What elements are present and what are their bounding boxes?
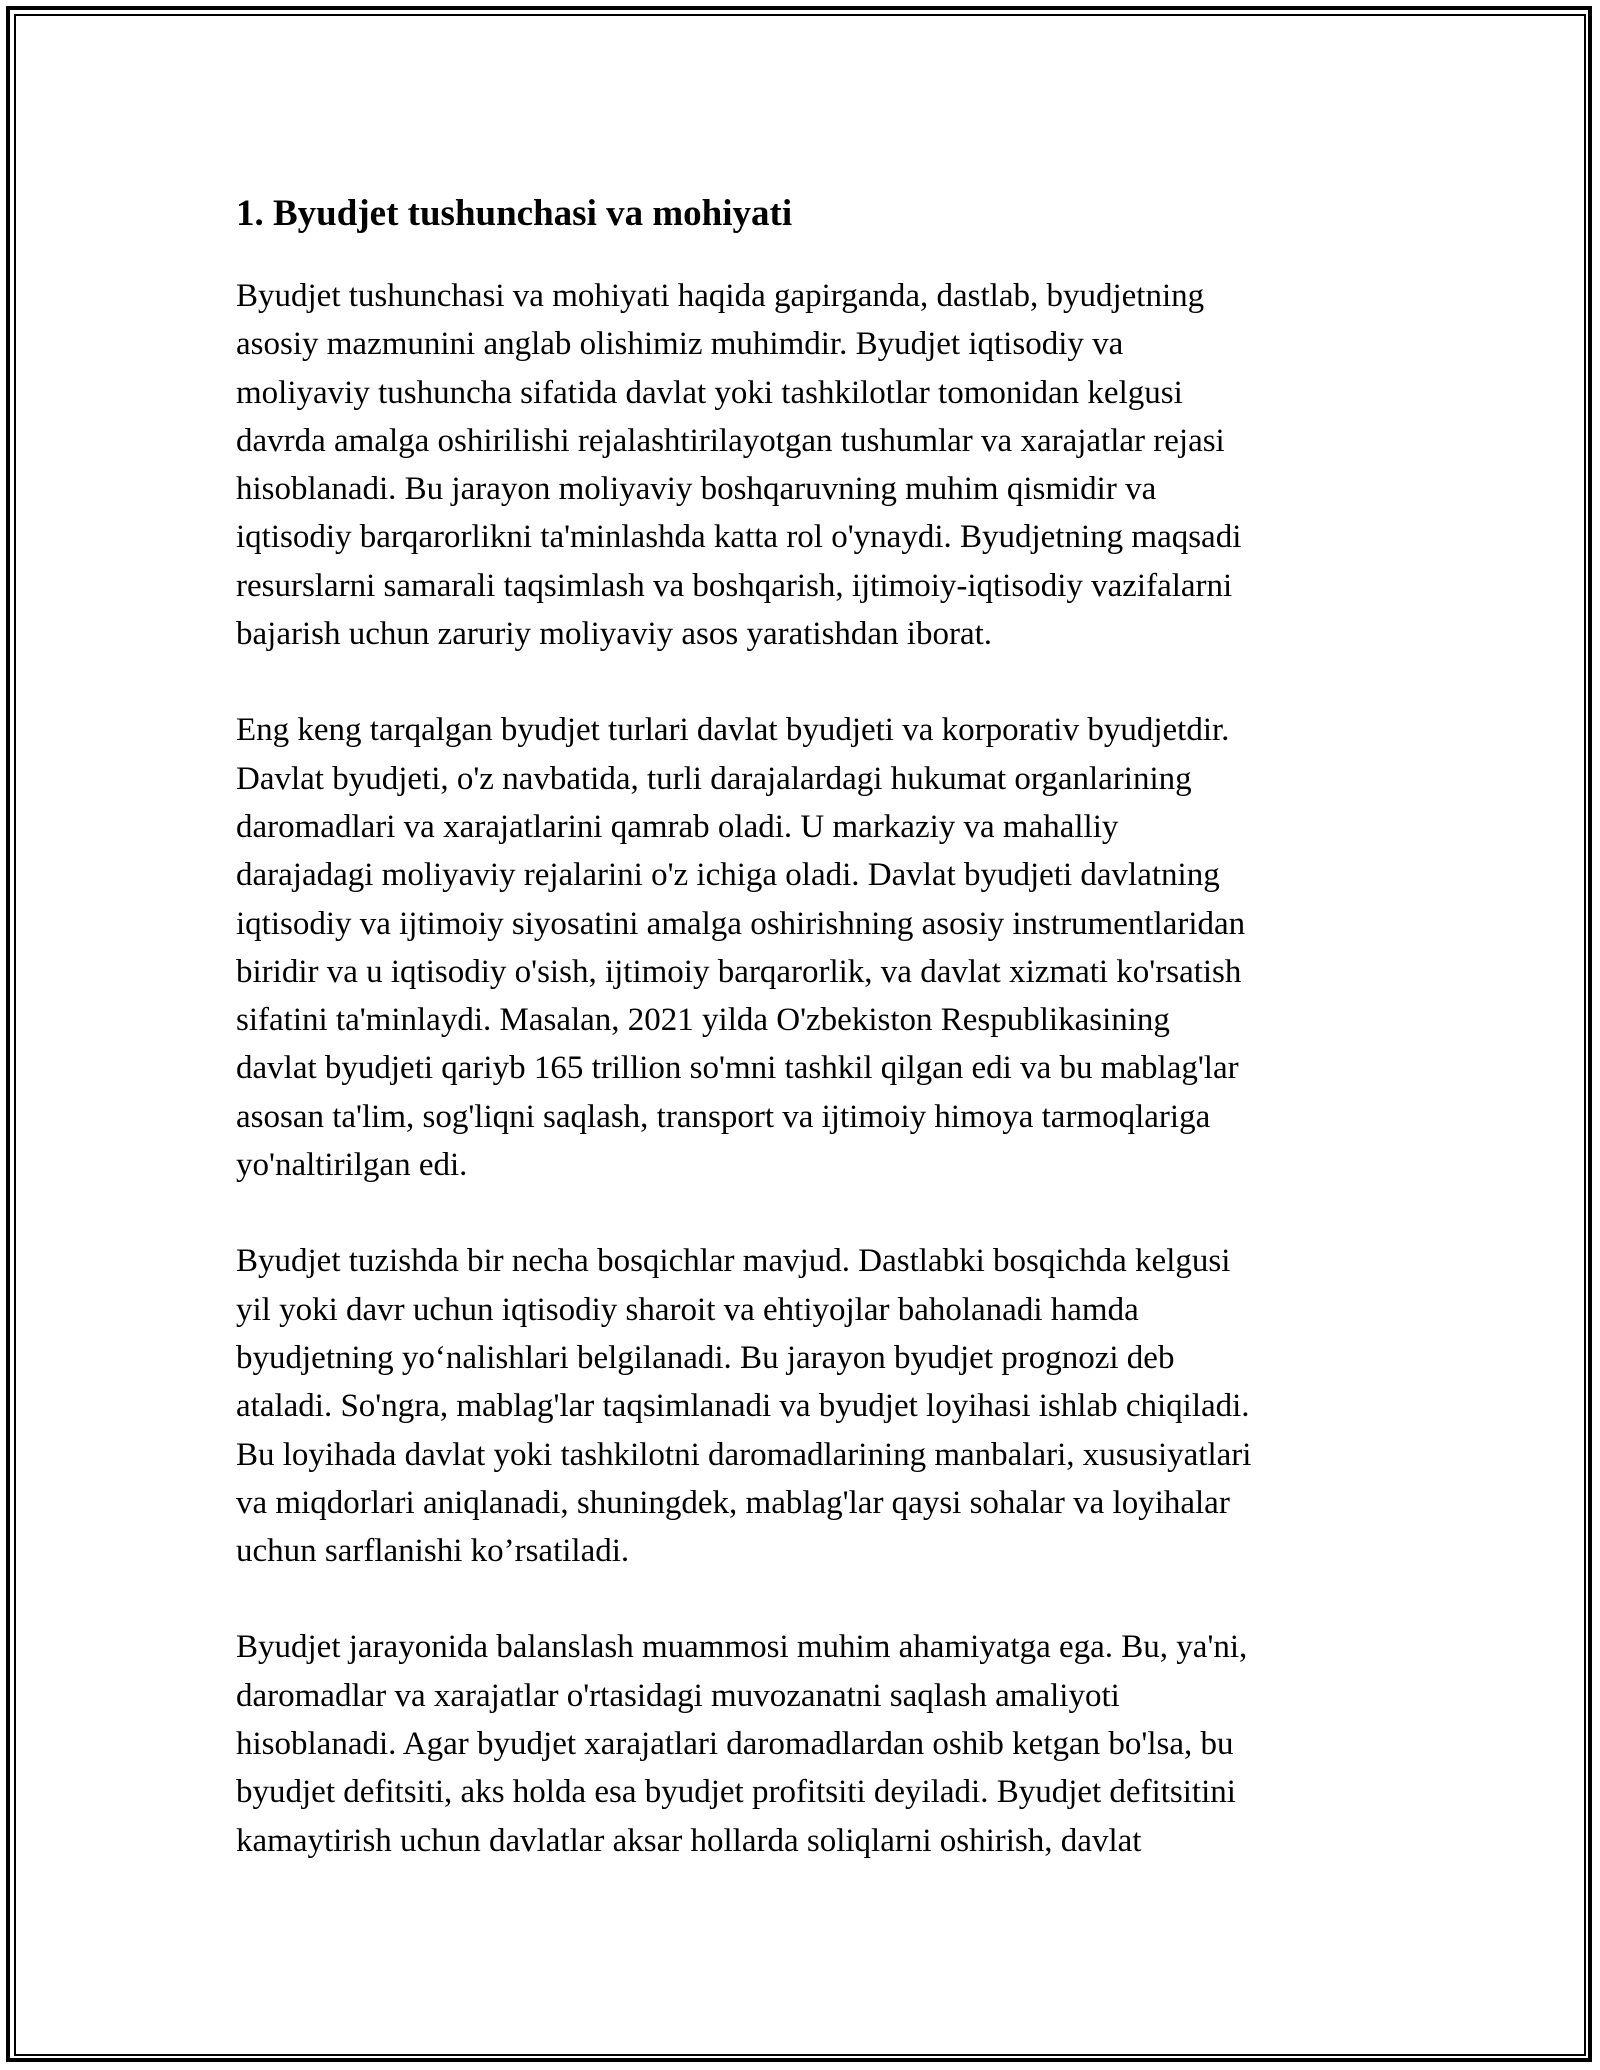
paragraph-budget-stages: Byudjet tuzishda bir necha bosqichlar mavjud. Dastlabki bosqichda kelgusi yil yoki davr uchun iqtisodiy sharoit va ehtiyojlar baholanadi hamda byudjetning yo‘nalishlari belgilanadi. Bu jarayon byudjet prognozi deb ataladi. So'ngra, mablag'lar taqsimlanadi va byudjet loyihasi ishlab chiqiladi. Bu loyihada davlat yoki tashkilotni daromadlarining manbalari, xususiyatlari va miqdorlari aniqlanadi, shuningdek, mablag'lar qaysi sohalar va loyihalar uchun sarflanishi ko’rsatiladi. [236, 1243, 1252, 1570]
paragraph-budget-types: Eng keng tarqalgan byudjet turlari davlat byudjeti va korporativ byudjetdir. Davlat byudjeti, o'z navbatida, turli darajalardagi hukumat organlarining daromadlari va xarajatlarini qamrab oladi. U markaziy va mahalliy darajadagi moliyaviy rejalarini o'z ichiga oladi. Davlat byudjeti davlatning iqtisodiy va ijtimoiy siyosatini amalga oshirishning asosiy instrumentlaridan biridir va u iqtisodiy o'sish, ijtimoiy barqarorlik, va davlat xizmati ko'rsatish sifatini ta'minlaydi. Masalan, 2021 yilda O'zbekiston Respublikasining davlat byudjeti qariyb 165 trillion so'mni tashkil qilgan edi va bu mablag'lar asosan ta'lim, sog'liqni saqlash, transport va ijtimoiy himoya tarmoqlariga yo'naltirilgan edi. [236, 712, 1246, 1184]
document-body [236, 188, 1366, 1913]
paragraph-budget-concept: Byudjet tushunchasi va mohiyati haqida gapirganda, dastlab, byudjetning asosiy mazmunini anglab olishimiz muhimdir. Byudjet iqtisodiy va moliyaviy tushuncha sifatida davlat yoki tashkilotlar tomonidan kelgusi davrda amalga oshirilishi rejalashtirilayotgan tushumlar va xarajatlar rejasi hisoblanadi. Bu jarayon moliyaviy boshqaruvning muhim qismidir va iqtisodiy barqarorlikni ta'minlashda katta rol o'ynaydi. Byudjetning maqsadi resurslarni samarali taqsimlash va boshqarish, ijtimoiy-iqtisodiy vazifalarni bajarish uchun zaruriy moliyaviy asos yaratishdan iborat. [236, 278, 1242, 653]
paragraph-budget-balancing: Byudjet jarayonida balanslash muammosi muhim ahamiyatga ega. Bu, ya'ni, daromadlar va xarajatlar o'rtasidagi muvozanatni saqlash amaliyoti hisoblanadi. Agar byudjet xarajatlari daromadlardan oshib ketgan bo'lsa, bu byudjet defitsiti, aks holda esa byudjet profitsiti deyiladi. Byudjet defitsitini kamaytirish uchun davlatlar aksar hollarda soliqlarni oshirish, davlat [236, 1629, 1248, 1859]
section-heading: 1. Byudjet tushunchasi va mohiyati [236, 193, 793, 234]
